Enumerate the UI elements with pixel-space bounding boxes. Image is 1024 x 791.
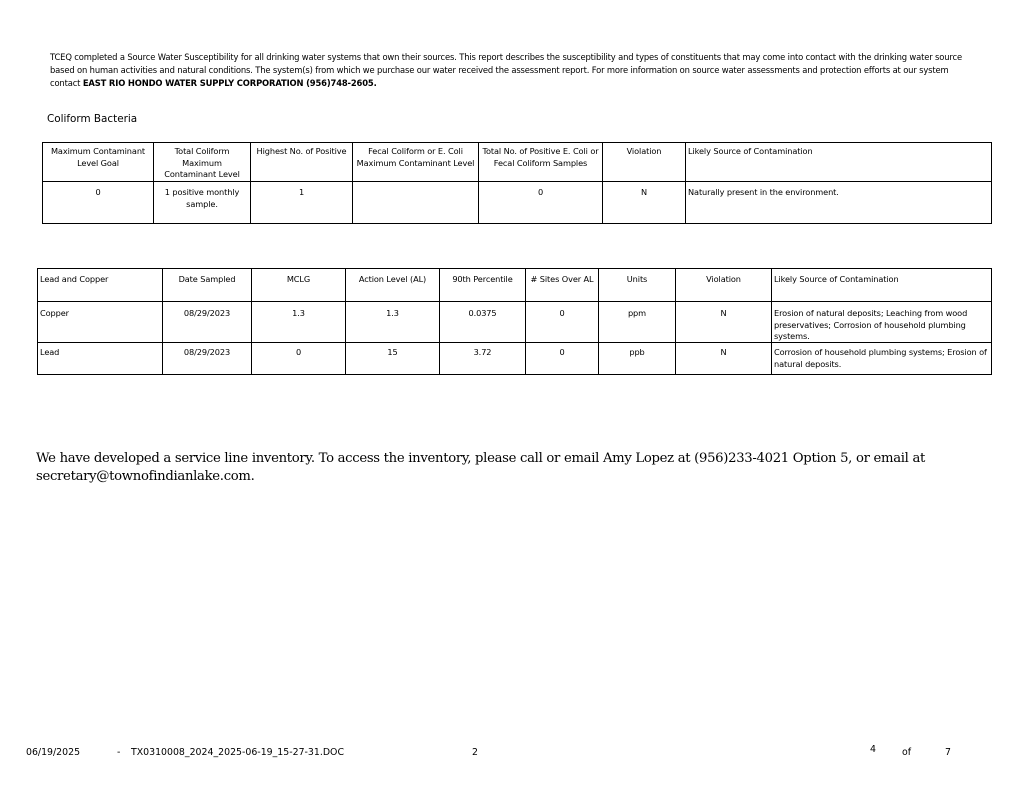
lead-copper-header-cell: Date Sampled: [163, 269, 252, 302]
footer-page-total: 7: [945, 747, 951, 758]
table-cell: 08/29/2023: [163, 343, 252, 375]
lead-copper-header-cell: Violation: [676, 269, 772, 302]
table-cell: [772, 302, 992, 343]
table-cell: 1.3: [252, 302, 346, 343]
table-cell: N: [676, 343, 772, 375]
table-cell: [353, 182, 479, 224]
table-cell: ppb: [599, 343, 676, 375]
table-cell: 15: [346, 343, 440, 375]
table-cell: 0: [252, 343, 346, 375]
table-cell: 1: [251, 182, 353, 224]
table-cell: 1.3: [346, 302, 440, 343]
lead-copper-header-cell: Lead and Copper: [38, 269, 163, 302]
footer-number: 2: [472, 747, 478, 758]
service-line-notice: We have developed a service line inventory. To access the inventory, please call or email Amy Lopez at (956)233-4021 Option 5, or email at secretary@townofindianlake.com.: [36, 451, 926, 484]
table-cell: 08/29/2023: [163, 302, 252, 343]
lead-copper-header-table: [37, 268, 992, 302]
table-cell: 0: [43, 182, 154, 224]
table-cell: ppm: [599, 302, 676, 343]
table-cell: 0: [526, 302, 599, 343]
table-cell: Copper: [38, 302, 163, 343]
footer-dash: -: [117, 747, 121, 758]
coliform-header-cell: Likely Source of Contamination: [686, 143, 992, 182]
lead-copper-header-cell: Likely Source of Contamination: [772, 269, 992, 302]
coliform-header-cell: Violation: [603, 143, 686, 182]
footer-date: 06/19/2025: [26, 747, 81, 758]
source-text: Erosion of natural deposits; Leaching from wood preservatives; Corrosion of household plumbing systems.: [774, 308, 968, 341]
coliform-header-cell: Fecal Coliform or E. Coli Maximum Contaminant Level: [353, 143, 479, 182]
lead-copper-header-cell: Units: [599, 269, 676, 302]
table-row: [38, 302, 992, 343]
table-cell: 0: [526, 343, 599, 375]
lead-copper-header-cell: MCLG: [252, 269, 346, 302]
footer-page-number: 4: [870, 744, 876, 755]
coliform-section-title: Coliform Bacteria: [47, 113, 138, 125]
table-cell: 0.0375: [440, 302, 526, 343]
table-cell: Naturally present in the environment.: [686, 182, 992, 224]
table-cell: Corrosion of household plumbing systems; Erosion of natural deposits.: [772, 343, 992, 375]
intro-contact: EAST RIO HONDO WATER SUPPLY CORPORATION (956)748-2605.: [82, 78, 377, 88]
lead-copper-header-cell: Action Level (AL): [346, 269, 440, 302]
table-cell: Lead: [38, 343, 163, 375]
table-cell: 1 positive monthly sample.: [154, 182, 251, 224]
footer-of: of: [902, 747, 912, 758]
coliform-header-cell: Maximum Contaminant Level Goal: [43, 143, 154, 182]
table-cell: 0: [479, 182, 603, 224]
coliform-header-cell: Total No. of Positive E. Coli or Fecal Coliform Samples: [479, 143, 603, 182]
table-cell: N: [676, 302, 772, 343]
lead-copper-header-cell: # Sites Over AL: [526, 269, 599, 302]
table-cell: N: [603, 182, 686, 224]
coliform-header-cell: Highest No. of Positive: [251, 143, 353, 182]
table-row: [38, 343, 992, 375]
intro-paragraph: [50, 51, 980, 90]
lead-copper-table: [37, 301, 992, 375]
coliform-header-row: [43, 143, 992, 182]
coliform-table: [42, 142, 992, 224]
footer-filename: TX0310008_2024_2025-06-19_15-27-31.DOC: [131, 747, 344, 758]
lead-copper-header-row: [38, 269, 992, 302]
table-row: [43, 182, 992, 224]
lead-copper-header-cell: 90th Percentile: [440, 269, 526, 302]
table-cell: 3.72: [440, 343, 526, 375]
coliform-header-cell: Total Coliform Maximum Contaminant Level: [154, 143, 251, 182]
intro-text: TCEQ completed a Source Water Susceptibility for all drinking water systems that own their sources. This report describes the susceptibility and types of constituents that may come into contact with the drinking water source based on human activities and natural conditions. The system(s) from which we purchase our water received the assessment report. For more information on source water assessments and protection efforts at our system contact: [50, 52, 962, 88]
